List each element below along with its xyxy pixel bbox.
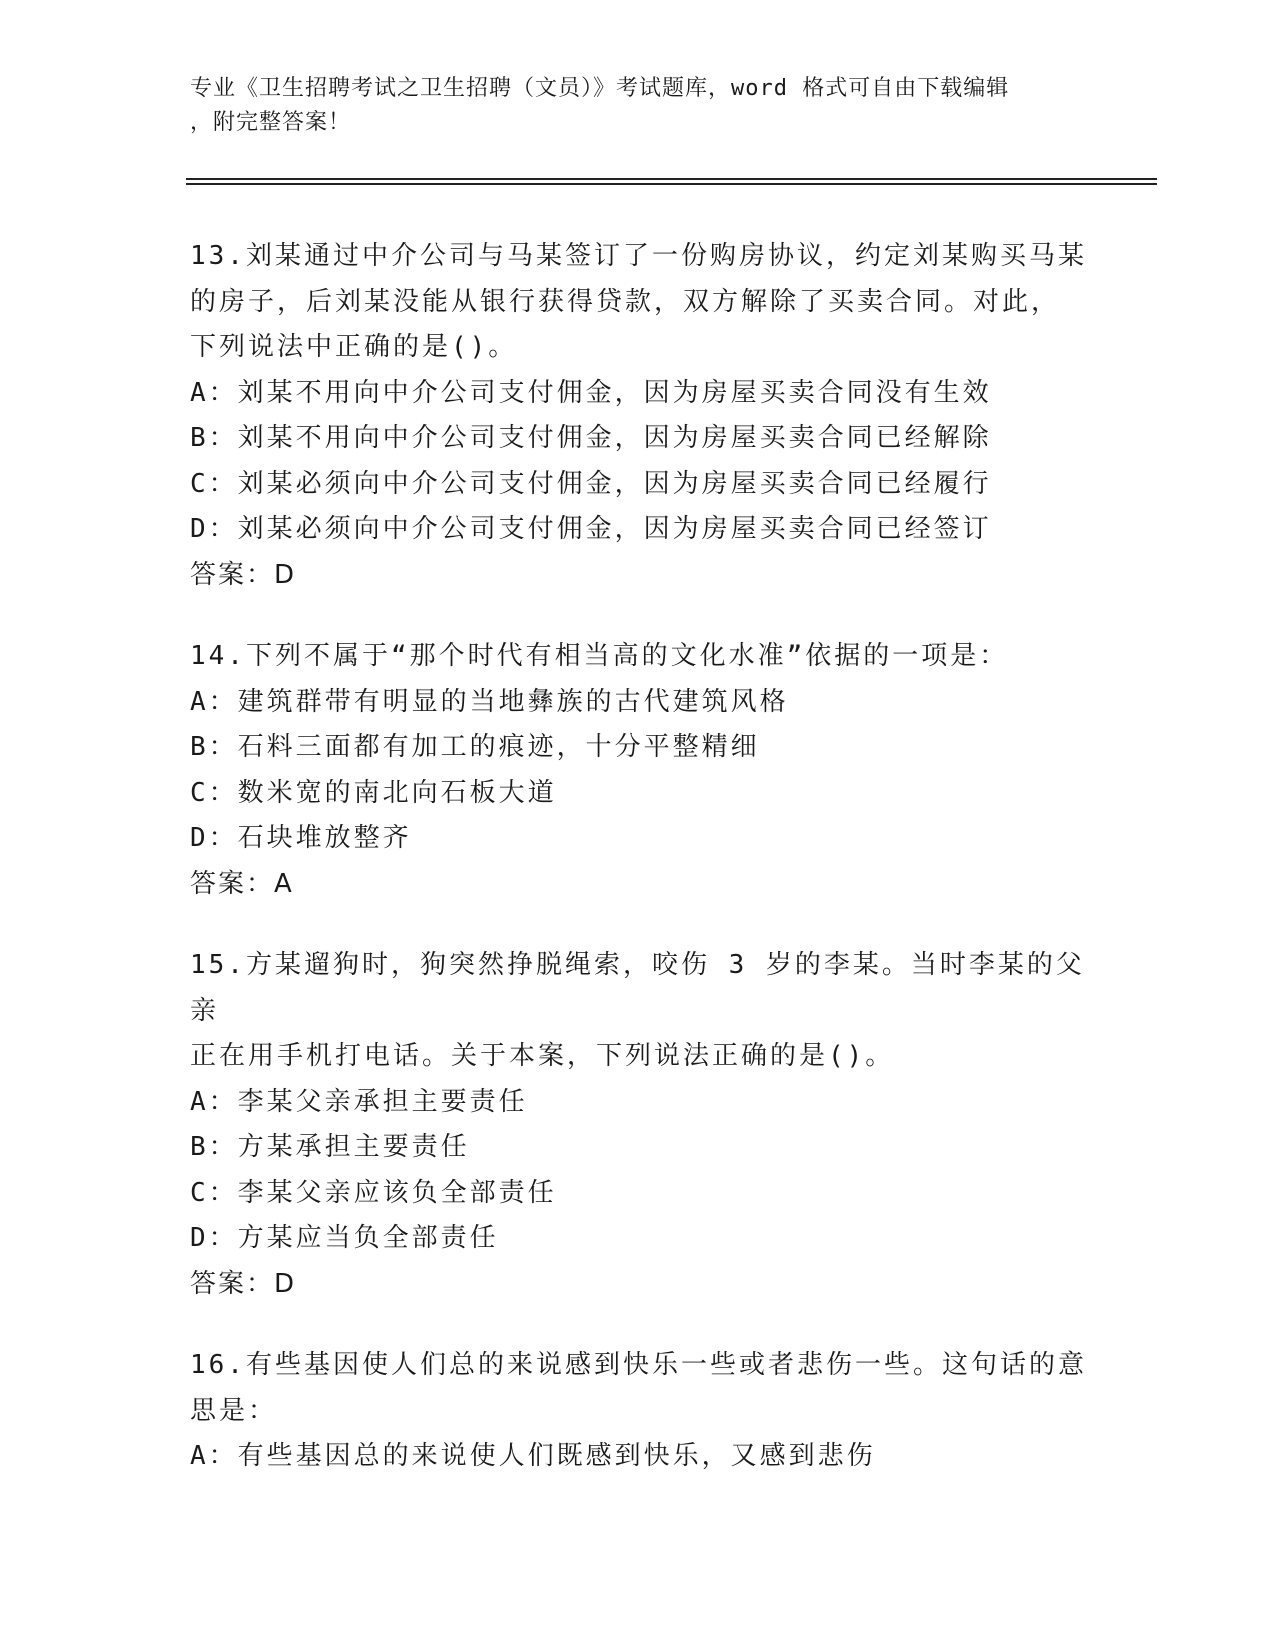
question-stem-line: 的房子，后刘某没能从银行获得贷款，双方解除了买卖合同。对此，: [190, 286, 1061, 317]
document-header: [190, 72, 1090, 140]
option-a: A：有些基因总的来说使人们既感到快乐，又感到悲伤: [190, 1441, 876, 1471]
answer-label: 答案：A: [190, 868, 294, 899]
question-13: [190, 234, 1090, 598]
option-c: C：刘某必须向中介公司支付佣金，因为房屋买卖合同已经履行: [190, 468, 992, 499]
option-b: B：方某承担主要责任: [190, 1132, 470, 1162]
header-line-1: 专业《卫生招聘考试之卫生招聘（文员）》考试题库，word 格式可自由下载编辑: [190, 76, 1010, 101]
question-stem-line: 正在用手机打电话。关于本案，下列说法正确的是()。: [190, 1041, 895, 1071]
option-c: C：数米宽的南北向石板大道: [190, 777, 557, 808]
option-c: C：李某父亲应该负全部责任: [190, 1177, 557, 1208]
answer-label: 答案：D: [190, 559, 297, 590]
question-stem-line: 16.有些基因使人们总的来说感到快乐一些或者悲伤一些。这句话的意: [190, 1350, 1087, 1380]
question-stem-line: 14.下列不属于“那个时代有相当高的文化水准”依据的一项是：: [190, 641, 1009, 671]
option-b: B：石料三面都有加工的痕迹，十分平整精细: [190, 732, 760, 762]
question-16: [190, 1343, 1090, 1480]
option-d: D：刘某必须向中介公司支付佣金，因为房屋买卖合同已经签订: [190, 514, 992, 544]
question-14: [190, 634, 1090, 907]
header-line-2: ，附完整答案！: [190, 110, 352, 135]
question-stem-line: 思是：: [190, 1395, 278, 1426]
option-d: D：方某应当负全部责任: [190, 1223, 499, 1253]
question-15: [190, 943, 1090, 1307]
option-a: A：建筑群带有明显的当地彝族的古代建筑风格: [190, 686, 789, 717]
option-a: A：刘某不用向中介公司支付佣金，因为房屋买卖合同没有生效: [190, 377, 992, 408]
question-stem-line: 下列说法中正确的是()。: [190, 332, 518, 362]
header-divider-top: [186, 178, 1157, 180]
option-b: B：刘某不用向中介公司支付佣金，因为房屋买卖合同已经解除: [190, 423, 992, 453]
option-a: A：李某父亲承担主要责任: [190, 1086, 528, 1117]
header-divider-bottom: [186, 183, 1157, 185]
option-d: D：石块堆放整齐: [190, 823, 412, 853]
question-stem-line: 15.方某遛狗时，狗突然挣脱绳索，咬伤 3 岁的李某。当时李某的父亲: [190, 950, 1085, 1026]
question-stem-line: 13.刘某通过中介公司与马某签订了一份购房协议，约定刘某购买马某: [190, 241, 1087, 271]
question-list: [190, 234, 1090, 1516]
answer-label: 答案：D: [190, 1268, 297, 1299]
